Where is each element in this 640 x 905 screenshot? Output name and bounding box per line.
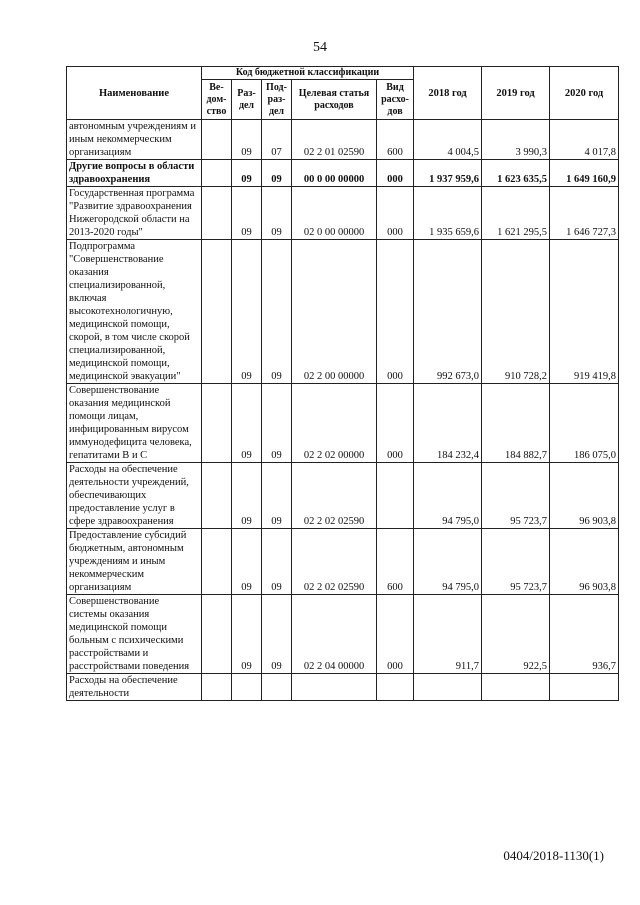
cell-vedomstvo — [202, 160, 232, 187]
cell-razdel: 09 — [232, 240, 262, 384]
cell-vedomstvo — [202, 463, 232, 529]
cell-name: Подпрограмма "Совершенствование оказания специализированной, включая высокотехнологичную, медицинской помощи, скорой, в том числе скорой специализированной, медицинской помощи, медицинской эвакуации" — [67, 240, 202, 384]
cell-celevaya: 02 0 00 00000 — [292, 187, 377, 240]
table-row — [67, 240, 619, 384]
cell-razdel: 09 — [232, 160, 262, 187]
cell-podrazdel: 09 — [262, 160, 292, 187]
table-row — [67, 187, 619, 240]
cell-podrazdel: 09 — [262, 187, 292, 240]
cell-y2018 — [414, 674, 482, 701]
cell-y2018: 911,7 — [414, 595, 482, 674]
cell-vid: 000 — [377, 240, 414, 384]
cell-razdel — [232, 674, 262, 701]
cell-vid: 000 — [377, 160, 414, 187]
cell-y2019: 922,5 — [482, 595, 550, 674]
header-code-group: Код бюджетной классификации — [202, 67, 414, 80]
cell-y2018: 94 795,0 — [414, 529, 482, 595]
cell-y2020: 936,7 — [550, 595, 619, 674]
cell-y2020: 96 903,8 — [550, 463, 619, 529]
cell-celevaya: 02 2 02 02590 — [292, 529, 377, 595]
cell-vedomstvo — [202, 187, 232, 240]
cell-name: Совершенствование системы оказания медицинской помощи больным с психическими расстройствами и расстройствами поведения — [67, 595, 202, 674]
cell-vid: 000 — [377, 187, 414, 240]
cell-vedomstvo — [202, 674, 232, 701]
header-2019: 2019 год — [482, 67, 550, 120]
cell-y2020 — [550, 674, 619, 701]
header-vedomstvo: Ве-дом-ство — [202, 80, 232, 120]
header-vid: Вид расхо-дов — [377, 80, 414, 120]
cell-name: автономным учреждениям и иным некоммерческим организациям — [67, 120, 202, 160]
cell-celevaya: 02 2 00 00000 — [292, 240, 377, 384]
cell-y2018: 94 795,0 — [414, 463, 482, 529]
cell-y2019: 910 728,2 — [482, 240, 550, 384]
cell-podrazdel — [262, 674, 292, 701]
cell-vid: 600 — [377, 529, 414, 595]
cell-name: Предоставление субсидий бюджетным, автономным учреждениям и иным некоммерческим организациям — [67, 529, 202, 595]
cell-y2018: 184 232,4 — [414, 384, 482, 463]
cell-razdel: 09 — [232, 120, 262, 160]
cell-y2019: 95 723,7 — [482, 529, 550, 595]
cell-y2019: 1 623 635,5 — [482, 160, 550, 187]
cell-y2020: 919 419,8 — [550, 240, 619, 384]
cell-y2018: 4 004,5 — [414, 120, 482, 160]
table-body — [67, 120, 619, 701]
table-row — [67, 120, 619, 160]
cell-name: Расходы на обеспечение деятельности учреждений, обеспечивающих предоставление услуг в сфере здравоохранения — [67, 463, 202, 529]
cell-podrazdel: 09 — [262, 529, 292, 595]
header-name: Наименование — [67, 67, 202, 120]
cell-y2018: 1 935 659,6 — [414, 187, 482, 240]
cell-razdel: 09 — [232, 187, 262, 240]
cell-vid: 600 — [377, 120, 414, 160]
cell-name: Совершенствование оказания медицинской помощи лицам, инфицированным вирусом иммунодефицита человека, гепатитами В и С — [67, 384, 202, 463]
table-row — [67, 595, 619, 674]
cell-celevaya: 02 2 02 00000 — [292, 384, 377, 463]
cell-podrazdel: 09 — [262, 463, 292, 529]
cell-celevaya: 02 2 02 02590 — [292, 463, 377, 529]
cell-razdel: 09 — [232, 463, 262, 529]
cell-celevaya: 02 2 04 00000 — [292, 595, 377, 674]
cell-y2020: 186 075,0 — [550, 384, 619, 463]
cell-y2018: 992 673,0 — [414, 240, 482, 384]
cell-celevaya: 00 0 00 00000 — [292, 160, 377, 187]
cell-vedomstvo — [202, 529, 232, 595]
table-row — [67, 529, 619, 595]
header-2018: 2018 год — [414, 67, 482, 120]
table-row — [67, 674, 619, 701]
header-2020: 2020 год — [550, 67, 619, 120]
cell-vid: 000 — [377, 595, 414, 674]
table-row — [67, 160, 619, 187]
cell-podrazdel: 07 — [262, 120, 292, 160]
cell-name: Другие вопросы в области здравоохранения — [67, 160, 202, 187]
header-celevaya: Целевая статья расходов — [292, 80, 377, 120]
cell-podrazdel: 09 — [262, 595, 292, 674]
cell-vid: 000 — [377, 384, 414, 463]
header-razdel: Раз-дел — [232, 80, 262, 120]
cell-y2020: 96 903,8 — [550, 529, 619, 595]
cell-razdel: 09 — [232, 595, 262, 674]
cell-razdel: 09 — [232, 384, 262, 463]
cell-y2020: 1 646 727,3 — [550, 187, 619, 240]
cell-y2019: 3 990,3 — [482, 120, 550, 160]
header-podrazdel: Под-раз-дел — [262, 80, 292, 120]
cell-vedomstvo — [202, 120, 232, 160]
cell-y2020: 4 017,8 — [550, 120, 619, 160]
cell-celevaya — [292, 674, 377, 701]
cell-razdel: 09 — [232, 529, 262, 595]
cell-celevaya: 02 2 01 02590 — [292, 120, 377, 160]
cell-vid — [377, 674, 414, 701]
cell-name: Государственная программа "Развитие здравоохранения Нижегородской области на 2013-2020 годы" — [67, 187, 202, 240]
table-row — [67, 463, 619, 529]
document-number: 0404/2018-1130(1) — [503, 848, 604, 863]
cell-y2018: 1 937 959,6 — [414, 160, 482, 187]
cell-podrazdel: 09 — [262, 384, 292, 463]
cell-name: Расходы на обеспечение деятельности — [67, 674, 202, 701]
cell-y2020: 1 649 160,9 — [550, 160, 619, 187]
cell-vedomstvo — [202, 595, 232, 674]
cell-y2019 — [482, 674, 550, 701]
cell-vedomstvo — [202, 384, 232, 463]
cell-vedomstvo — [202, 240, 232, 384]
page-number: 54 — [313, 40, 327, 55]
cell-vid — [377, 463, 414, 529]
cell-podrazdel: 09 — [262, 240, 292, 384]
cell-y2019: 1 621 295,5 — [482, 187, 550, 240]
table-row — [67, 384, 619, 463]
budget-table — [66, 66, 619, 701]
cell-y2019: 95 723,7 — [482, 463, 550, 529]
cell-y2019: 184 882,7 — [482, 384, 550, 463]
